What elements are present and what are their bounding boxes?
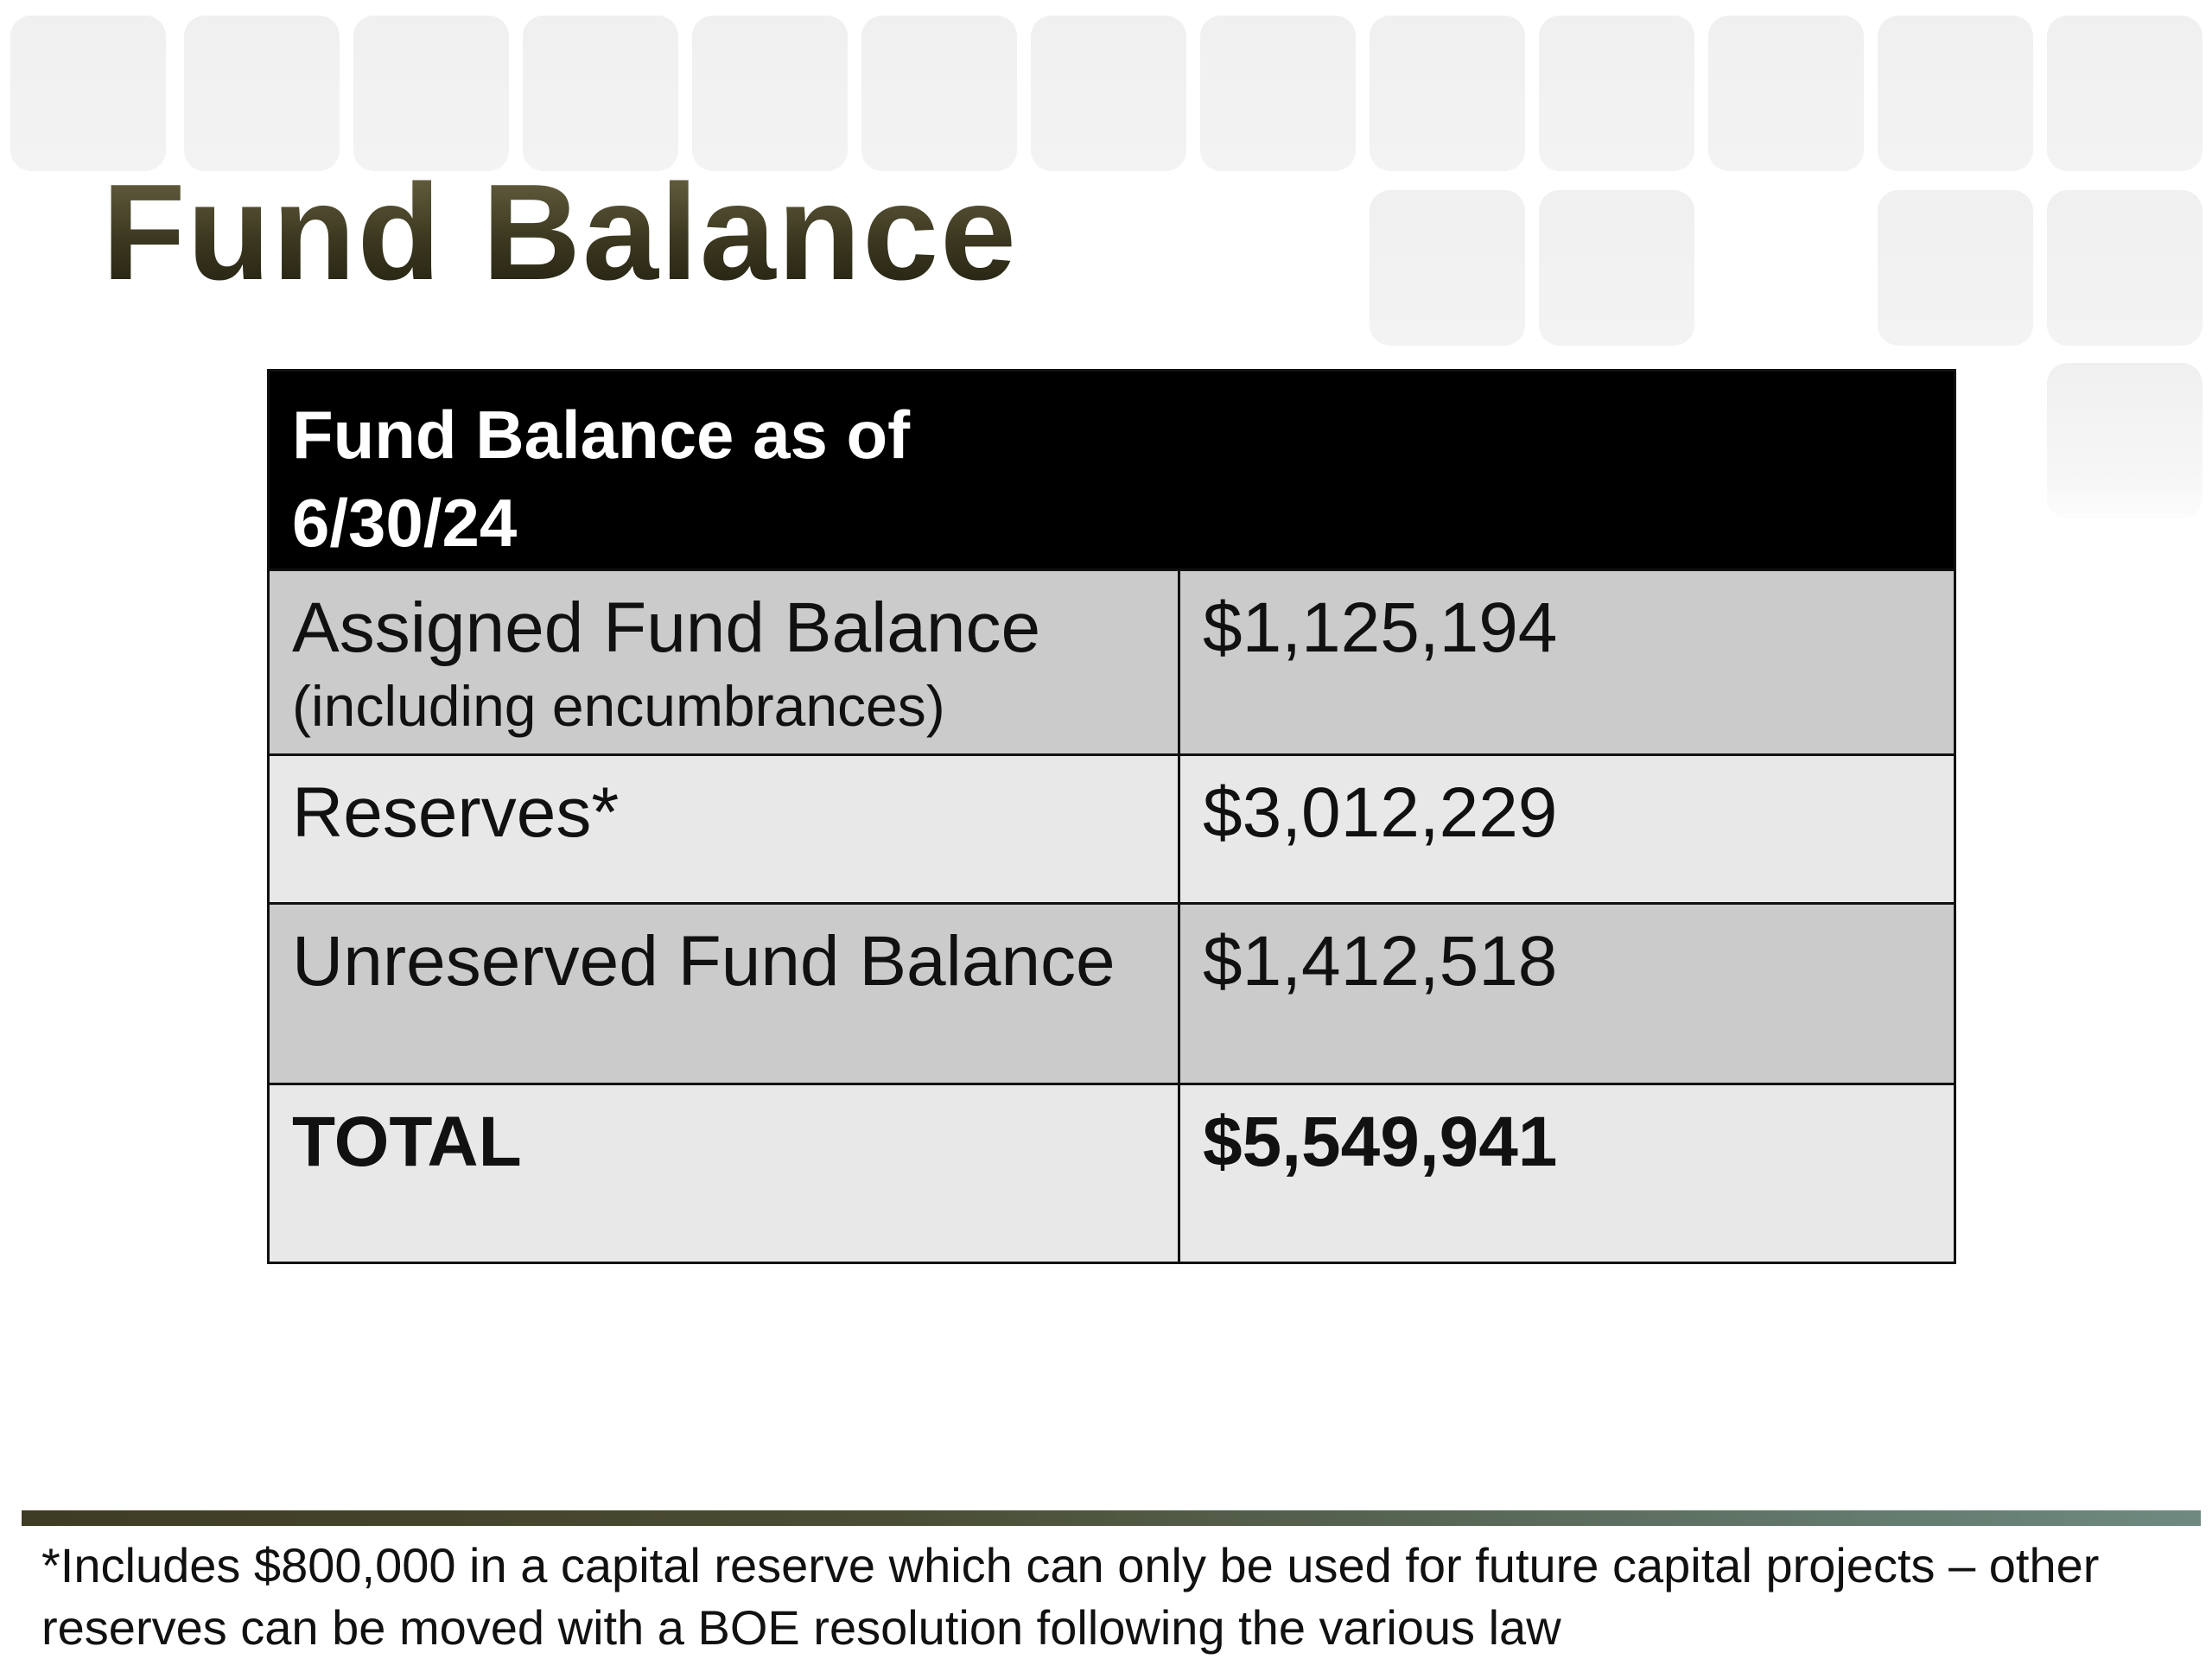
background-tile bbox=[1370, 16, 1525, 171]
row-value-cell bbox=[1179, 904, 1955, 1084]
background-tile bbox=[1031, 16, 1186, 171]
background-tile bbox=[2047, 16, 2202, 171]
background-tile bbox=[1878, 190, 2033, 346]
row-value-cell bbox=[1179, 570, 1955, 755]
row-label: Unreserved Fund Balance bbox=[292, 922, 1116, 1001]
background-tile bbox=[1878, 16, 2033, 171]
table-total-row bbox=[269, 1084, 1955, 1263]
row-label: Assigned Fund Balance bbox=[292, 588, 1041, 667]
row-sublabel: (including encumbrances) bbox=[292, 674, 945, 738]
row-value: $3,012,229 bbox=[1203, 773, 1558, 852]
background-tile bbox=[523, 16, 678, 171]
background-tile bbox=[1539, 16, 1694, 171]
slide-title: Fund Balance bbox=[102, 156, 1018, 308]
background-tile bbox=[861, 16, 1017, 171]
row-label-cell bbox=[269, 904, 1179, 1084]
total-value: $5,549,941 bbox=[1203, 1103, 1558, 1181]
row-label: Reserves* bbox=[292, 773, 620, 852]
background-tile bbox=[1370, 190, 1525, 346]
background-tile bbox=[184, 16, 340, 171]
row-value: $1,412,518 bbox=[1203, 922, 1558, 1001]
table-row bbox=[269, 904, 1955, 1084]
table-row bbox=[269, 755, 1955, 904]
total-value-cell bbox=[1179, 1084, 1955, 1263]
row-value: $1,125,194 bbox=[1203, 588, 1558, 667]
background-tile bbox=[1200, 16, 1356, 171]
footnote: *Includes $800,000 in a capital reserve which can only be used for future capital projects – other reserves can be moved with a BOE resolution following the various law bbox=[41, 1538, 2100, 1655]
background-tile bbox=[2047, 190, 2202, 346]
background-tile bbox=[10, 16, 166, 171]
fund-balance-table bbox=[267, 369, 1956, 1264]
background-tile bbox=[692, 16, 848, 171]
table-header-label: Fund Balance as of 6/30/24 bbox=[292, 397, 911, 561]
total-label-cell bbox=[269, 1084, 1179, 1263]
background-tile bbox=[2047, 363, 2202, 518]
table-header-row bbox=[269, 371, 1955, 570]
table-header-cell bbox=[269, 371, 1955, 570]
background-tile bbox=[353, 16, 509, 171]
row-value-cell bbox=[1179, 755, 1955, 904]
total-label: TOTAL bbox=[292, 1103, 522, 1181]
background-tile bbox=[1539, 190, 1694, 346]
background-tile bbox=[1708, 16, 1864, 171]
footer-accent-bar bbox=[22, 1510, 2201, 1526]
table-row bbox=[269, 570, 1955, 755]
row-label-cell bbox=[269, 755, 1179, 904]
row-label-cell bbox=[269, 570, 1179, 755]
